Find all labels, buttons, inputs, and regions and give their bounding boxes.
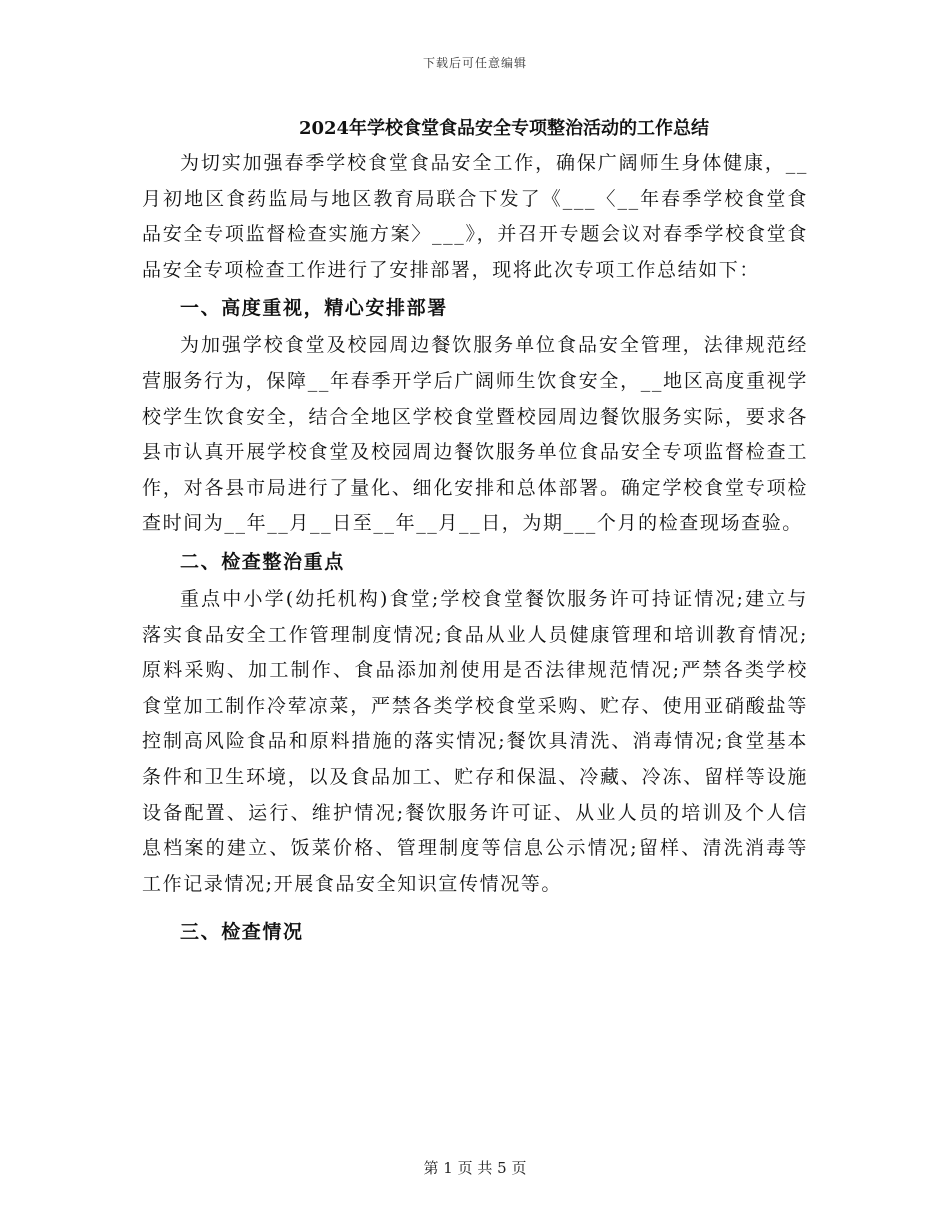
- section-heading-3: 三、检查情况: [180, 921, 304, 944]
- header-note: 下载后可任意编辑: [422, 56, 527, 70]
- section-body-1: 为加强学校食堂及校园周边餐饮服务单位食品安全管理，法律规范经营服务行为，保障__年春季开学后广阔师生饮食安全，__地区高度重视学校学生饮食安全，结合全地区学校食堂暨校园周边餐饮服务实际，要求各县市认真开展学校食堂及校园周边餐饮服务单位食品安全专项监督检查工作，对各县市局进行了量化、细化安排和总体部署。确定学校食堂专项检查时间为__年__月__日至__年__月__日，为期___个月的检查现场查验。: [142, 334, 808, 535]
- document-body: [142, 112, 808, 952]
- document-title: 2024年学校食堂食品安全专项整治活动的工作总结: [298, 118, 710, 139]
- section-heading-2: 二、检查整治重点: [180, 550, 345, 573]
- section-body-2: 重点中小学(幼托机构)食堂;学校食堂餐饮服务许可持证情况;建立与落实食品安全工作管理制度情况;食品从业人员健康管理和培训教育情况;原料采购、加工制作、食品添加剂使用是否法律规范情况;严禁各类学校食堂加工制作冷荤凉菜，严禁各类学校食堂采购、贮存、使用亚硝酸盐等控制高风险食品和原料措施的落实情况;餐饮具清洗、消毒情况;食堂基本条件和卫生环境，以及食品加工、贮存和保温、冷藏、冷冻、留样等设施设备配置、运行、维护情况;餐饮服务许可证、从业人员的培训及个人信息档案的建立、饭菜价格、管理制度等信息公示情况;留样、清洗消毒等工作记录情况;开展食品安全知识宣传情况等。: [142, 587, 808, 895]
- section-heading-1: 一、高度重视，精心安排部署: [180, 297, 448, 320]
- intro-paragraph: 为切实加强春季学校食堂食品安全工作，确保广阔师生身体健康，__月初地区食药监局与地区教育局联合下发了《___〈__年春季学校食堂食品安全专项监督检查实施方案〉___》，并召开专题会议对春季学校食堂食品安全专项检查工作进行了安排部署，现将此次专项工作总结如下：: [142, 152, 808, 281]
- page-number: 第 1 页 共 5 页: [423, 1159, 527, 1177]
